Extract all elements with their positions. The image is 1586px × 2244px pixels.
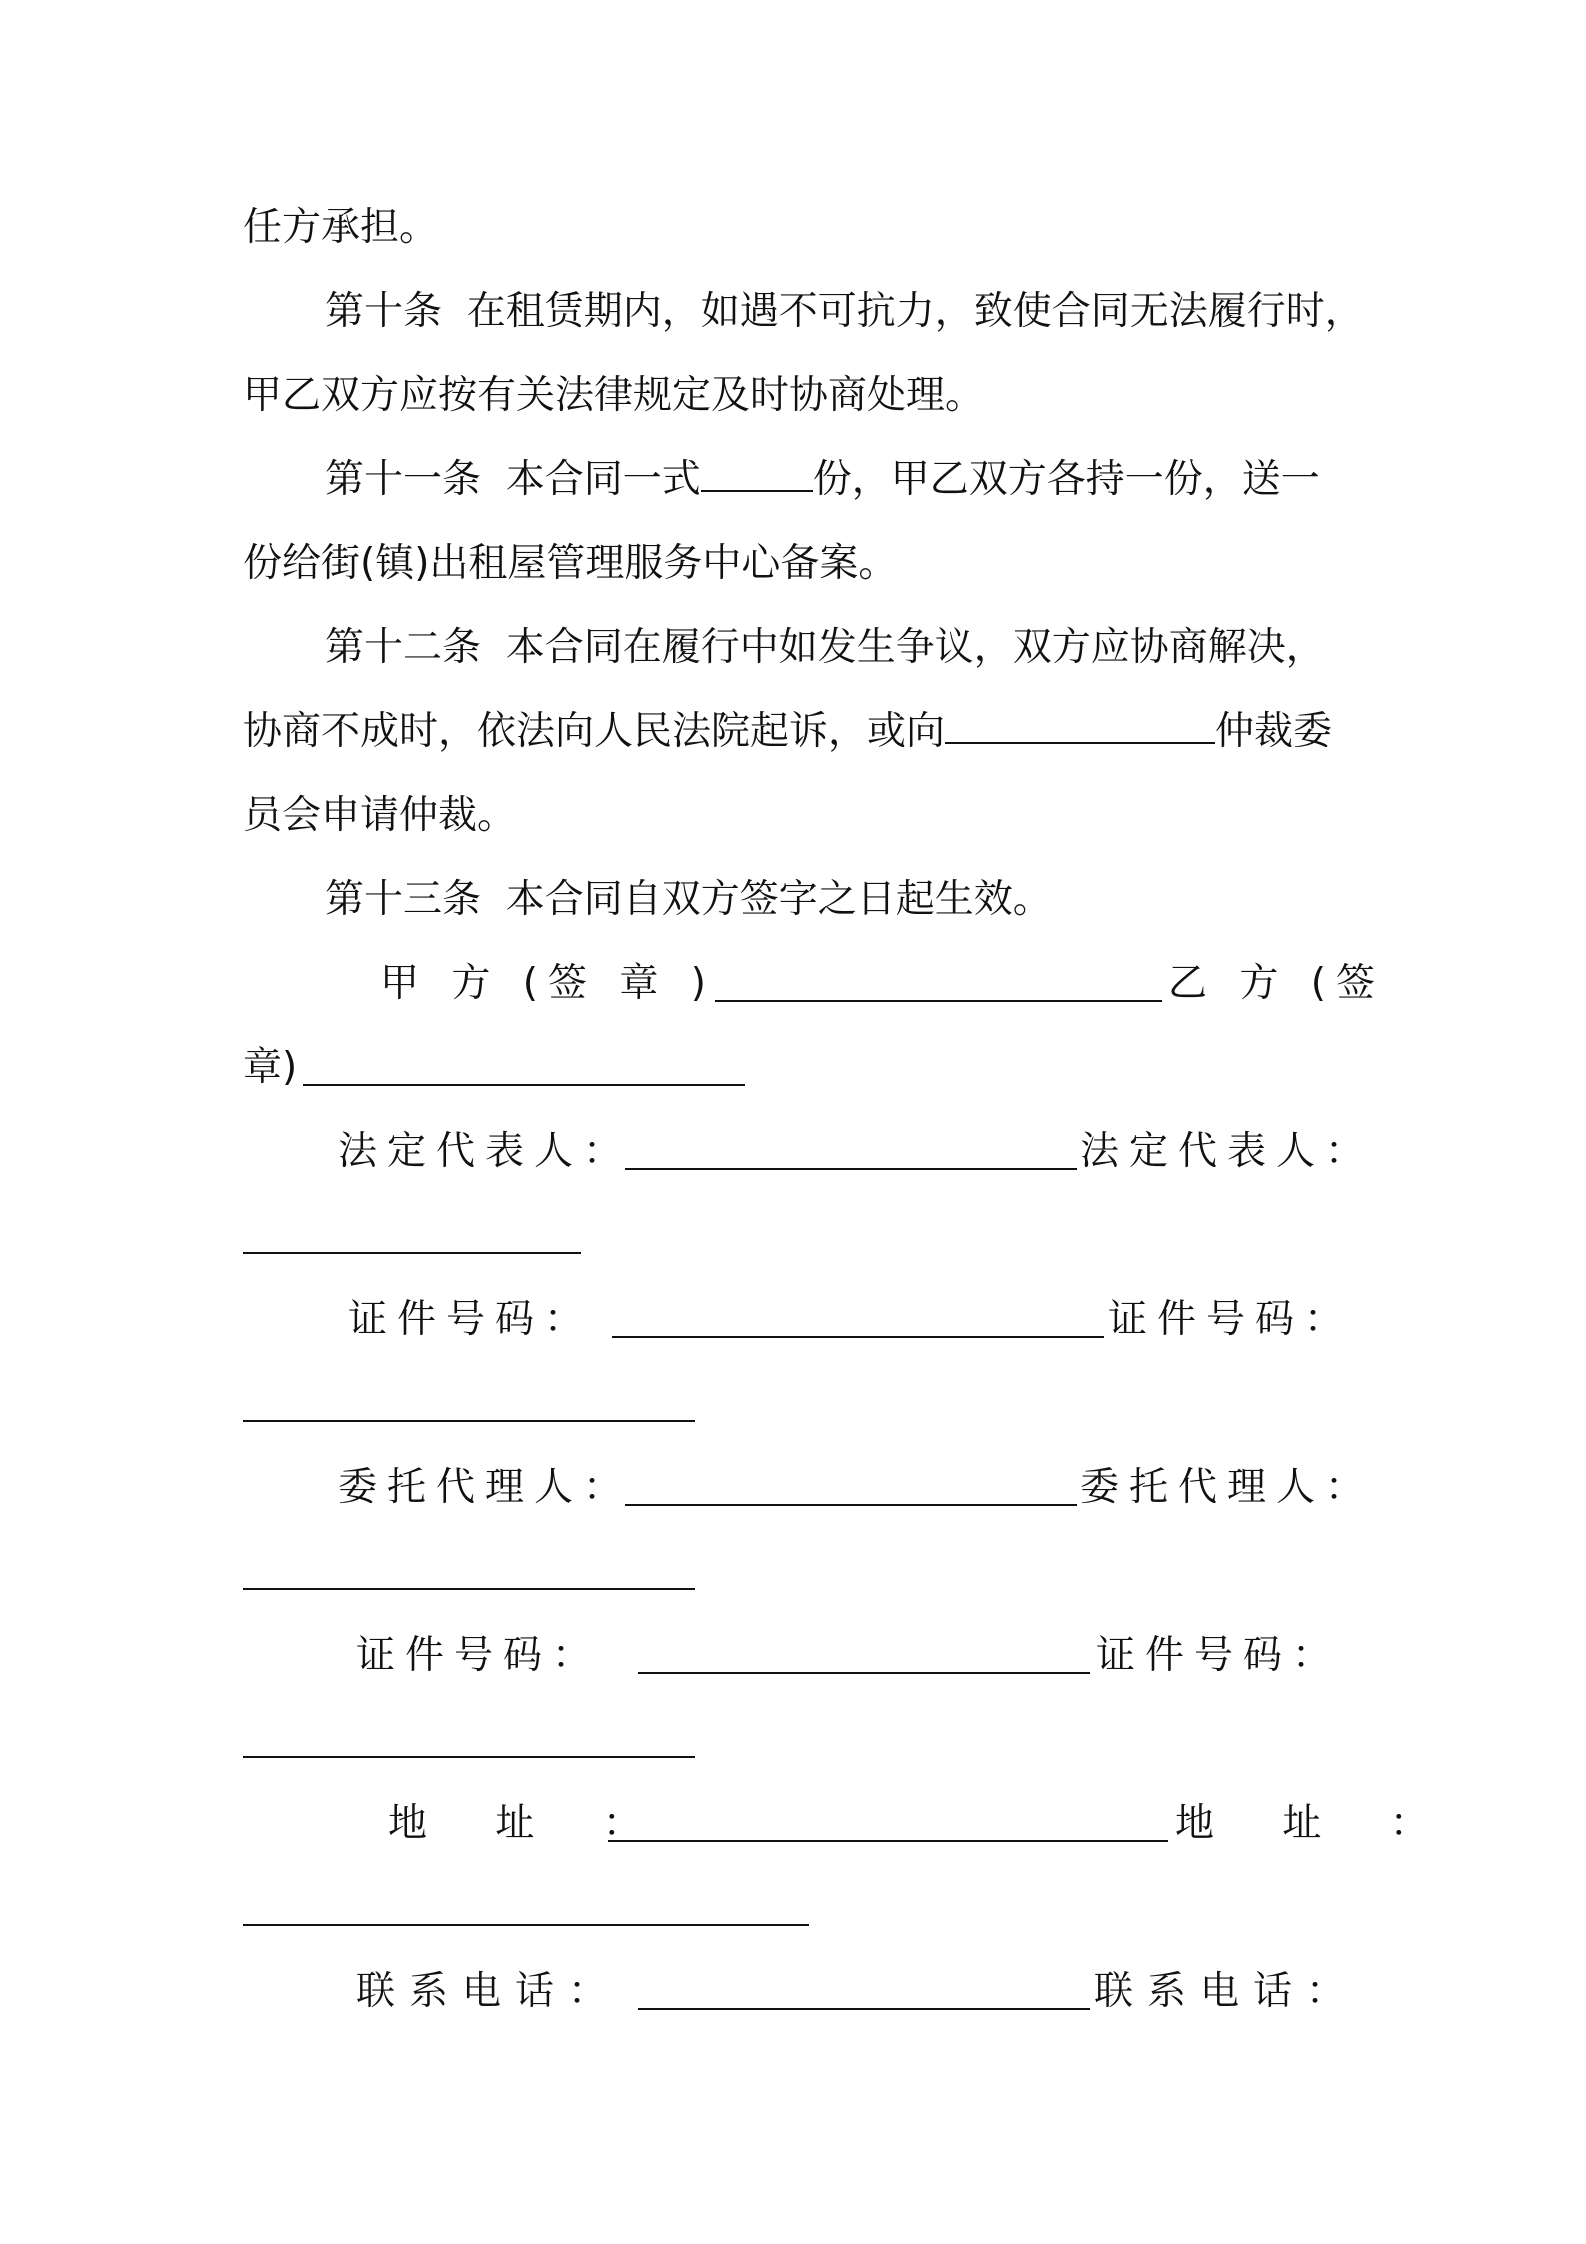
- copies-blank: [701, 456, 813, 492]
- party-a-address-blank: [608, 1840, 1168, 1842]
- party-b-sign-blank: [303, 1084, 745, 1086]
- party-a-sign-label: 甲 方 (签 章 ): [380, 961, 717, 1006]
- party-a-phone-blank: [638, 2008, 1090, 2010]
- party-a-id-blank: [612, 1336, 1104, 1338]
- article-11-text-a: 第十一条 本合同一式: [325, 457, 701, 502]
- article-12-line-2: [243, 708, 1332, 756]
- party-b-legal-rep-label: 法定代表人：: [1080, 1129, 1375, 1174]
- party-a-phone-label: 联系电话：: [356, 1969, 622, 2014]
- party-a-sign-blank: [715, 1000, 1162, 1002]
- party-b-agent-label: 委托代理人：: [1080, 1465, 1375, 1510]
- article-11-line-1: [325, 456, 1320, 504]
- party-b-address-blank: [243, 1924, 809, 1926]
- party-b-agent-id-blank: [243, 1756, 695, 1758]
- article-12-text-a: 协商不成时，依法向人民法院起诉，或向: [243, 709, 946, 754]
- article-11-text-b: 份，甲乙双方各持一份，送一: [812, 457, 1320, 502]
- party-b-agent-blank: [243, 1588, 695, 1590]
- article-12-line-3: 员会申请仲裁。: [243, 793, 517, 838]
- article-12-line-1: 第十二条 本合同在履行中如发生争议，双方应协商解决，: [325, 625, 1325, 670]
- party-b-id-label: 证件号码：: [1108, 1297, 1354, 1342]
- party-a-legal-rep-label: 法定代表人：: [338, 1129, 633, 1174]
- party-b-sign-label: 乙 方 (签: [1168, 961, 1386, 1006]
- party-a-legal-rep-blank: [625, 1168, 1077, 1170]
- party-a-agent-label: 委托代理人：: [338, 1465, 633, 1510]
- party-a-id-label: 证件号码：: [348, 1297, 594, 1342]
- party-a-address-label: 地 址 ：: [388, 1801, 670, 1846]
- party-b-sign-label-cont: 章): [243, 1045, 298, 1090]
- article-10-line-2: 甲乙双方应按有关法律规定及时协商处理。: [243, 373, 985, 418]
- party-a-agent-id-label: 证件号码：: [356, 1633, 602, 1678]
- party-a-agent-id-blank: [638, 1672, 1090, 1674]
- party-b-legal-rep-blank: [243, 1252, 581, 1254]
- party-a-agent-blank: [625, 1504, 1077, 1506]
- article-11-line-2: 份给街(镇)出租屋管理服务中心备案。: [243, 541, 898, 586]
- party-b-id-blank: [243, 1420, 695, 1422]
- article-13-line: 第十三条 本合同自双方签字之日起生效。: [325, 877, 1052, 922]
- paragraph-line: 任方承担。: [243, 205, 439, 250]
- party-b-phone-label: 联系电话：: [1094, 1969, 1360, 2014]
- arbitration-blank: [945, 708, 1215, 744]
- party-b-address-label: 地 址 ：: [1175, 1801, 1457, 1846]
- article-10-line-1: 第十条 在租赁期内，如遇不可抗力，致使合同无法履行时，: [325, 289, 1364, 334]
- article-12-text-b: 仲裁委: [1215, 709, 1333, 754]
- party-b-agent-id-label: 证件号码：: [1096, 1633, 1342, 1678]
